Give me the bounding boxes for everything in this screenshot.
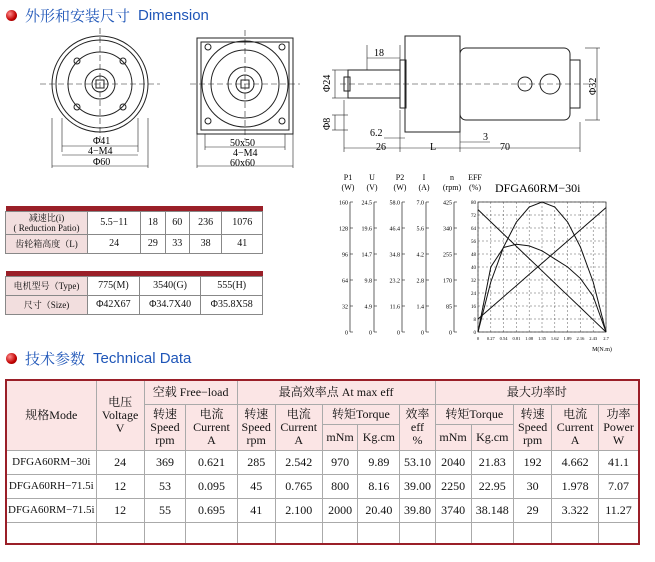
table-row: DFGA60RM−30i 24 369 0.621 285 2.542 970 9.89 53.10 2040 21.83 192 4.662 41.1 [6, 450, 639, 474]
tick-label: 1.4 [416, 304, 424, 311]
row-label: 电机型号（Type) [6, 276, 88, 295]
table-row [6, 276, 263, 295]
tick-label: 80 [471, 201, 476, 206]
technical-title-cn: 技术参数 [25, 351, 86, 368]
axis-name: n [450, 173, 454, 182]
chart-title: DFGA60RM−30i [495, 181, 581, 195]
red-bullet-icon [6, 353, 17, 364]
row-label: 减速比(i) ( Reduction Patio) [6, 211, 88, 234]
header-max-power: 最大功率时 [435, 380, 639, 404]
axis-name: P1 [343, 173, 353, 182]
axis-unit: (A) [418, 183, 430, 192]
header-me-kgcm: Kg.cm [358, 424, 400, 450]
table-cell: Φ42X67 [88, 295, 140, 314]
table-row [6, 295, 263, 314]
side-dim-d8: Φ8 [322, 117, 333, 130]
side-dim-70: 70 [500, 142, 510, 153]
tick-label: 340 [443, 226, 452, 233]
tick-label: 19.6 [361, 226, 372, 233]
table-cell: Φ34.7X40 [139, 295, 201, 314]
header-mp-current: 电流 Current A [552, 404, 599, 450]
header-mp-power: 功率 Power W [599, 404, 639, 450]
tick-label: 11.6 [389, 304, 400, 311]
technical-section-title [6, 348, 191, 369]
header-mp-kgcm: Kg.cm [471, 424, 514, 450]
table-row-empty [6, 522, 639, 544]
row-label: 齿轮箱高度（L) [6, 234, 88, 253]
side-dim-d24: Φ24 [322, 74, 333, 92]
tick-label: 32 [471, 279, 476, 284]
front-round-d41: Φ41 [93, 136, 111, 147]
x-tick-label: 0 [476, 336, 480, 341]
tick-label: 72 [471, 214, 476, 219]
header-me-torque: 转矩Torque [322, 404, 400, 424]
tick-label: 0 [345, 330, 348, 337]
tick-label: 128 [339, 226, 348, 233]
table-row: DFGA60RH−71.5i 12 53 0.095 45 0.765 800 8.16 39.00 2250 22.95 30 1.978 7.07 [6, 474, 639, 498]
tick-label: 5.6 [416, 226, 424, 233]
tick-label: 34.8 [389, 252, 400, 259]
header-fl-current: 电流 Current A [186, 404, 237, 450]
tick-label: 24.5 [361, 200, 372, 207]
x-tick-label: 0.81 [512, 336, 521, 341]
side-dim-L: L [430, 142, 437, 153]
axis-name: EFF [468, 173, 482, 182]
technical-table [5, 379, 640, 545]
table-cell: 775(M) [88, 276, 140, 295]
side-dim-d32: Φ32 [588, 77, 599, 95]
tick-label: 46.4 [389, 226, 400, 233]
header-model: 规格Mode [6, 380, 96, 450]
table-row: DFGA60RM−71.5i 12 55 0.695 41 2.100 2000 20.40 39.80 3740 38.148 29 3.322 11.27 [6, 498, 639, 522]
tick-label: 56 [471, 240, 476, 245]
x-tick-label: 1.62 [550, 336, 559, 341]
tick-label: 9.8 [364, 278, 372, 285]
table-row [6, 234, 263, 253]
axis-unit: (W) [393, 183, 407, 192]
tick-label: 8 [473, 318, 476, 323]
header-fl-speed: 转速 Speed rpm [144, 404, 186, 450]
tick-label: 14.7 [361, 252, 372, 259]
dimension-title-cn: 外形和安装尺寸 [25, 8, 131, 25]
header-mp-torque: 转矩Torque [435, 404, 513, 424]
table-cell: 60 [165, 211, 189, 234]
header-me-speed: 转速 Speed rpm [237, 404, 275, 450]
tick-label: 4.9 [364, 304, 372, 311]
table-cell: 555(H) [201, 276, 263, 295]
tick-label: 160 [339, 200, 348, 207]
front-square-holes: 4−M4 [233, 148, 258, 159]
axis-unit: (rpm) [442, 183, 462, 192]
x-axis-label: M(N.m) [592, 347, 612, 353]
table-cell: 33 [165, 234, 189, 253]
axis-unit: (%) [469, 183, 481, 192]
motor-table [5, 271, 263, 315]
tick-label: 0 [421, 330, 424, 337]
table-cell: 29 [141, 234, 165, 253]
table-cell: 18 [141, 211, 165, 234]
table-cell: Φ35.8X58 [201, 295, 263, 314]
axis-name: U [369, 173, 375, 182]
tick-label: 16 [471, 305, 476, 310]
header-me-mnm: mNm [322, 424, 358, 450]
row-label: 尺寸（Size) [6, 295, 88, 314]
front-round-d60: Φ60 [93, 157, 111, 168]
tick-label: 2.8 [416, 278, 424, 285]
table-row [6, 211, 263, 234]
table-cell: 1076 [222, 211, 263, 234]
x-tick-label: 1.08 [525, 336, 534, 341]
header-me-current: 电流 Current A [275, 404, 322, 450]
tick-label: 0 [473, 331, 476, 336]
performance-chart [330, 170, 650, 360]
axis-unit: (W) [341, 183, 355, 192]
x-tick-label: 2.16 [576, 336, 585, 341]
side-dim-26: 26 [376, 142, 386, 153]
table-cell: 3540(G) [139, 276, 201, 295]
x-tick-label: 2.7 [603, 336, 609, 341]
front-round-holes: 4−M4 [88, 146, 113, 157]
technical-title-en: Technical Data [93, 350, 192, 367]
side-dim-18: 18 [374, 48, 384, 59]
reduction-table [5, 206, 263, 254]
tick-label: 23.2 [389, 278, 400, 285]
header-free-load: 空载 Free−load [144, 380, 237, 404]
header-mp-speed: 转速 Speed rpm [514, 404, 552, 450]
tick-label: 0 [369, 330, 372, 337]
x-tick-label: 2.43 [589, 336, 598, 341]
x-tick-label: 1.89 [563, 336, 572, 341]
table-cell: 5.5−11 [88, 211, 141, 234]
x-tick-label: 1.35 [538, 336, 546, 341]
tick-label: 170 [443, 278, 452, 285]
tick-label: 85 [446, 304, 452, 311]
tick-label: 48 [471, 253, 476, 258]
tick-label: 24 [471, 292, 476, 297]
front-square-60: 60x60 [230, 158, 255, 169]
side-dim-3: 3 [483, 132, 488, 143]
tick-label: 32 [342, 304, 348, 311]
tick-label: 64 [342, 278, 348, 285]
axis-name: I [422, 173, 426, 182]
side-dim-62: 6.2 [370, 128, 383, 139]
tick-label: 7.0 [416, 200, 424, 207]
table-cell: 38 [189, 234, 221, 253]
tick-label: 255 [443, 252, 452, 259]
front-square-50: 50x50 [230, 138, 255, 149]
tick-label: 425 [443, 200, 452, 207]
tick-label: 4.2 [416, 252, 424, 259]
axis-unit: (V) [366, 183, 378, 192]
table-cell: 41 [222, 234, 263, 253]
tick-label: 64 [471, 227, 476, 232]
x-tick-label: 0.54 [499, 336, 508, 341]
header-mp-mnm: mNm [435, 424, 471, 450]
tick-label: 0 [449, 330, 452, 337]
tick-label: 0 [397, 330, 400, 337]
x-tick-label: 0.27 [486, 336, 495, 341]
table-cell: 236 [189, 211, 221, 234]
dimension-title-en: Dimension [138, 7, 209, 24]
tick-label: 40 [471, 266, 476, 271]
table-cell: 24 [88, 234, 141, 253]
tick-label: 96 [342, 252, 348, 259]
header-me-eff: 效率 eff % [400, 404, 435, 450]
tick-label: 58.0 [389, 200, 400, 207]
header-voltage: 电压 Voltage V [96, 380, 144, 450]
axis-name: P2 [395, 173, 405, 182]
header-max-eff: 最高效率点 At max eff [237, 380, 435, 404]
